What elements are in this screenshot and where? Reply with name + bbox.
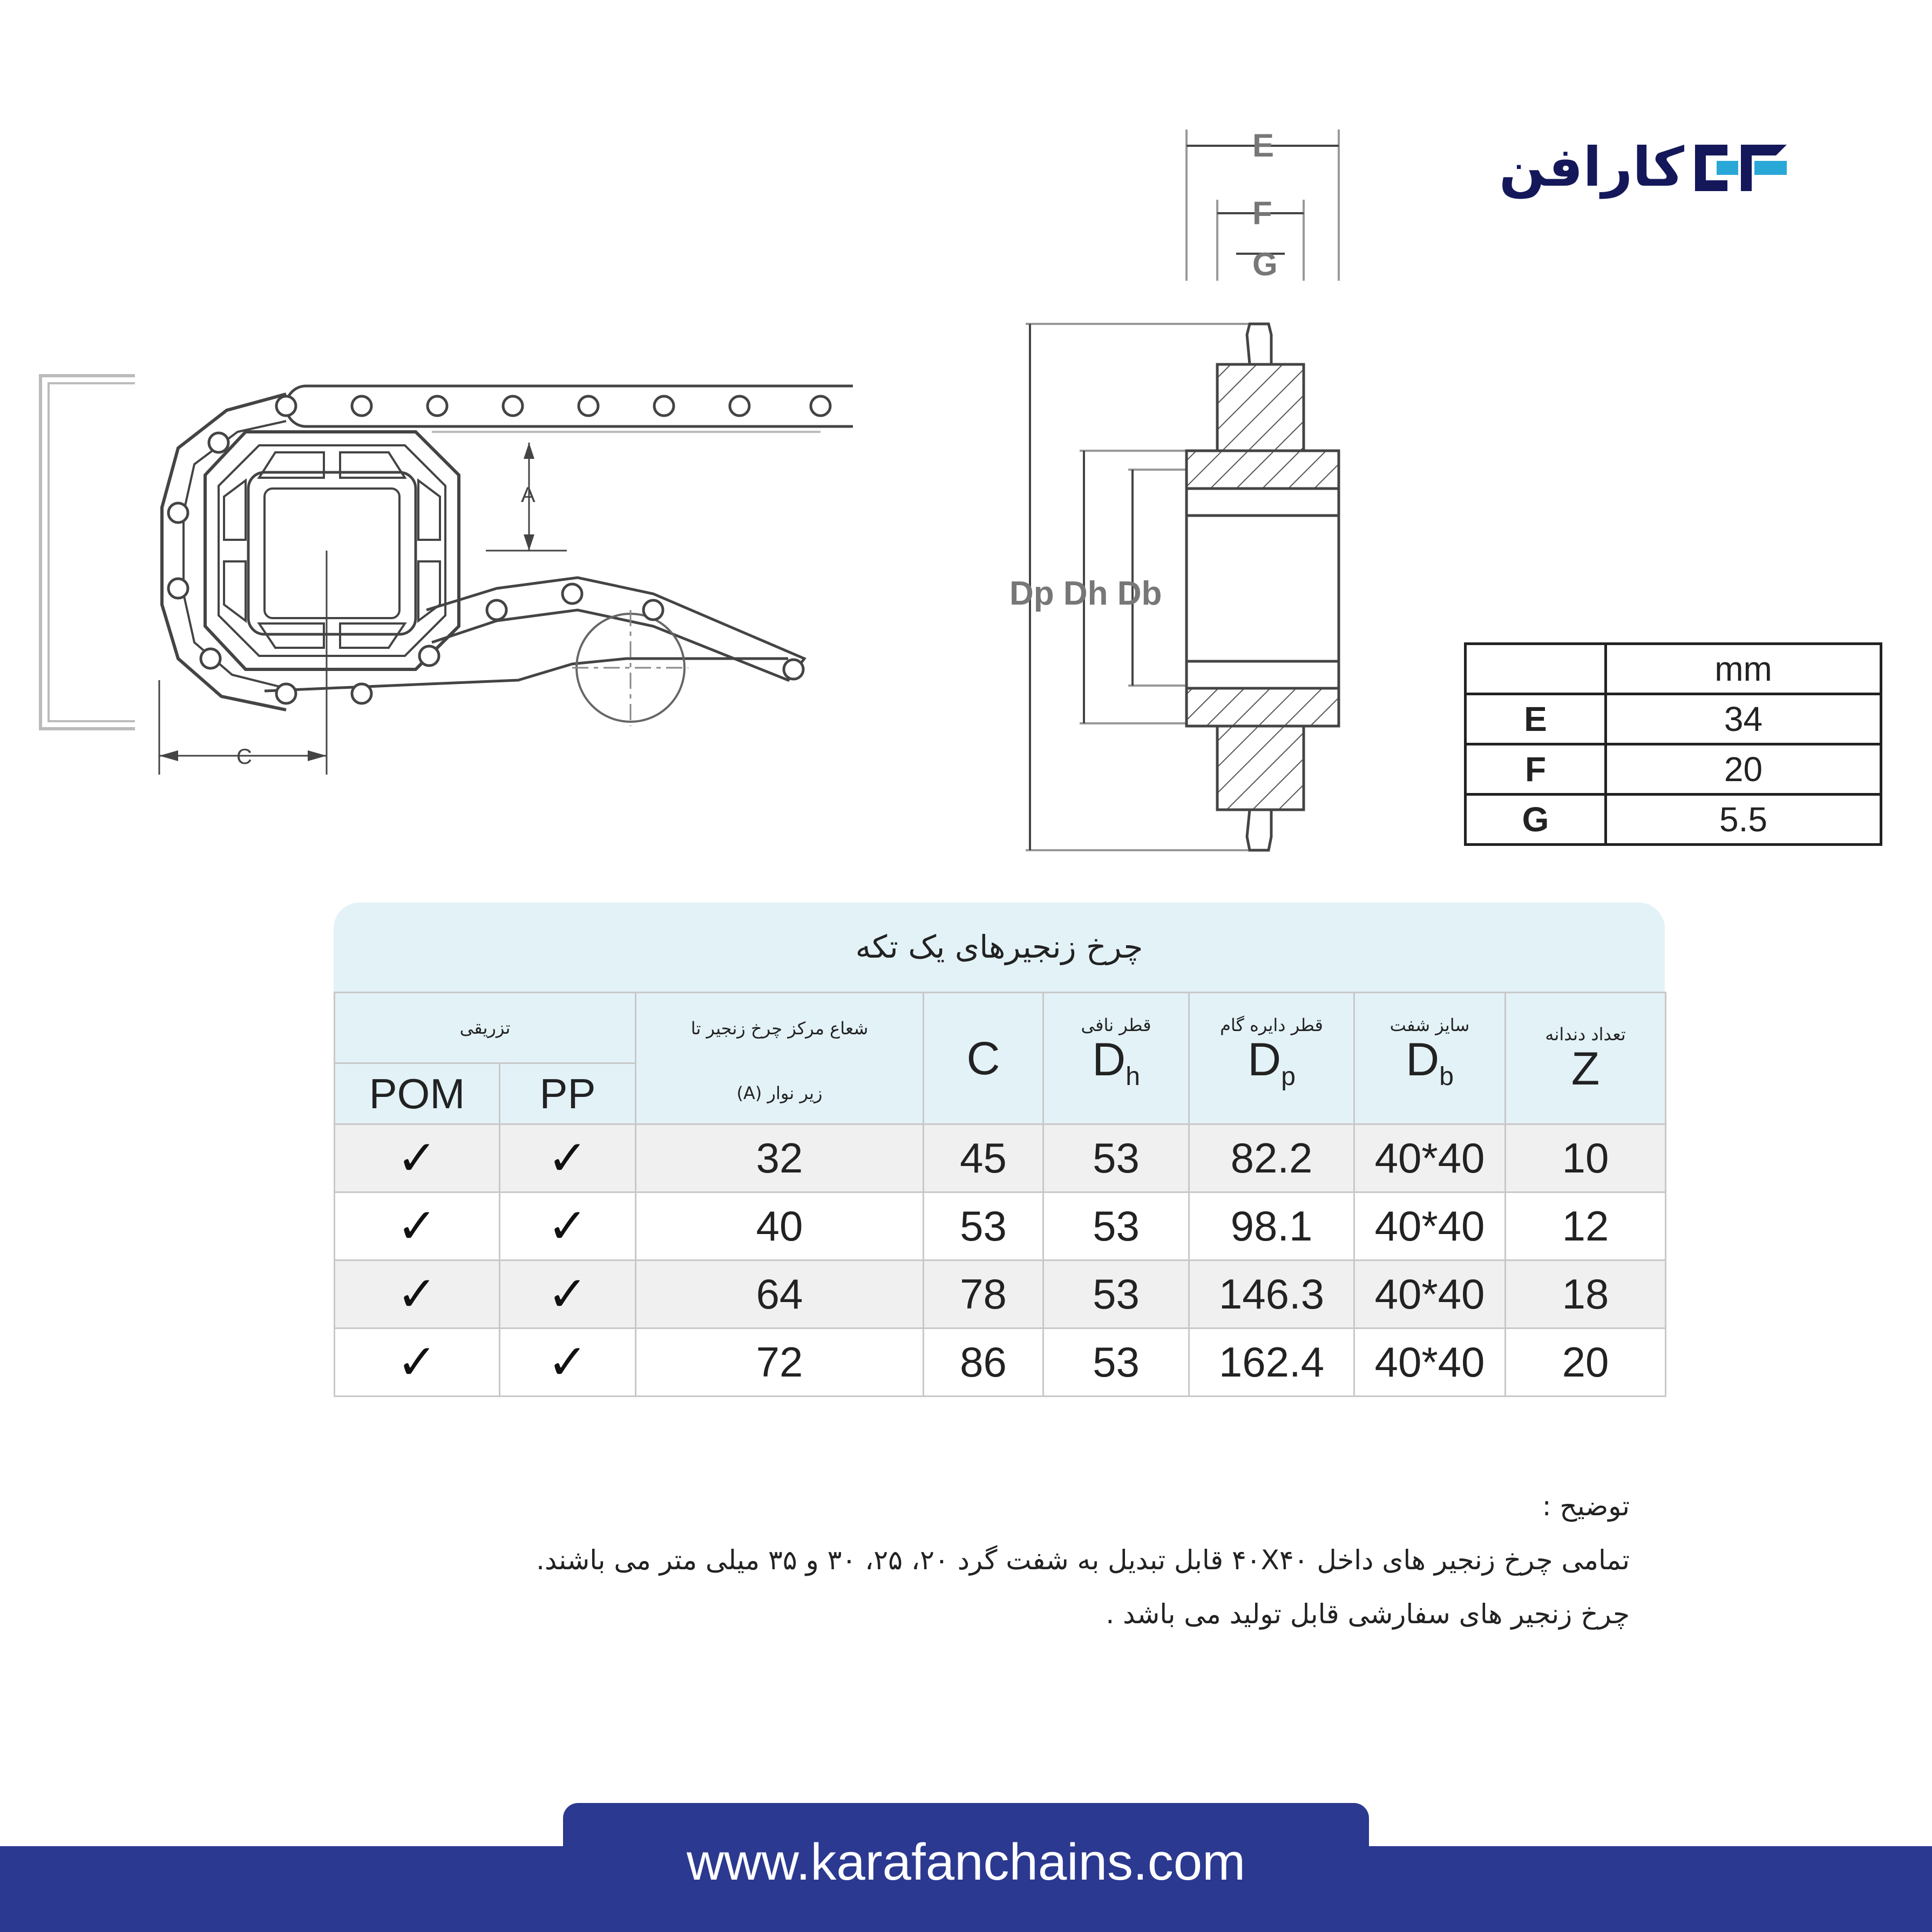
header-dh [1043,993,1189,1124]
header-dp-symbol: $D_p$ [1248,1034,1296,1092]
unit-header: mm [1606,644,1881,694]
cell-z: 10 [1506,1124,1666,1192]
dimensions-table [1464,642,1882,846]
table-row [1466,744,1881,795]
cell-c: 86 [924,1328,1043,1397]
pp-check-icon: ✓ [500,1328,636,1397]
cell-a: 64 [636,1260,924,1328]
cell-c: 53 [924,1192,1043,1260]
header-dh-label: قطر نافی [1081,1015,1151,1036]
cell-dh: 53 [1043,1328,1189,1397]
cell-dp: 146.3 [1189,1260,1354,1328]
header-material [335,993,636,1063]
header-a-line1: شعاع مرکز چرخ زنجیر تا [690,1018,869,1039]
table-row [335,1124,1666,1192]
dim-label-c: C [236,745,252,769]
dim-value: 34 [1606,694,1881,744]
notes-line: چرخ زنجیر های سفارشی قابل تولید می باشد . [1106,1598,1630,1630]
spec-card [334,903,1665,1397]
brand-name: کارافن [1499,135,1684,199]
dim-label-a: A [521,483,535,507]
cell-a: 32 [636,1124,924,1192]
header-pom-label: POM [369,1069,465,1117]
header-pp [500,1063,636,1124]
cell-c: 78 [924,1260,1043,1328]
notes-line: تمامی چرخ زنجیر های داخل ۴۰X۴۰ قابل تبدیل به شفت گرد ۲۰، ۲۵، ۳۰ و ۳۵ میلی متر می باشند. [536,1544,1630,1576]
header-material-label: تزریقی [459,1018,511,1038]
cell-db: 40*40 [1354,1192,1506,1260]
header-db [1354,993,1506,1124]
dim-label-e: E [1252,127,1275,164]
cell-dp: 162.4 [1189,1328,1354,1397]
pom-check-icon: ✓ [335,1260,500,1328]
cell-db: 40*40 [1354,1124,1506,1192]
header-a-line2: زیر نوار (A) [736,1083,823,1104]
pom-check-icon: ✓ [335,1124,500,1192]
cell-dp: 82.2 [1189,1124,1354,1192]
header-z-label: تعداد دندانه [1545,1023,1626,1045]
header-pp-label: PP [539,1069,596,1117]
brand-logo [1468,135,1787,200]
dim-key: G [1466,795,1606,845]
dim-label-g: G [1252,246,1278,282]
website-link[interactable]: www.karafanchains.com [686,1833,1246,1891]
pp-check-icon: ✓ [500,1124,636,1192]
dim-value: 5.5 [1606,795,1881,845]
spec-table-title: چرخ زنجیرهای یک تکه [334,903,1665,992]
header-db-symbol: $D_b$ [1406,1034,1454,1092]
chain-sprocket-drawing [32,356,853,788]
cell-z: 18 [1506,1260,1666,1328]
cell-z: 12 [1506,1192,1666,1260]
footer-bar [0,1833,1932,1932]
cell-dh: 53 [1043,1192,1189,1260]
header-dp-label: قطر دایره گام [1220,1015,1323,1036]
table-row [1466,795,1881,845]
table-row [1466,694,1881,744]
table-cell [1466,644,1606,694]
cell-dp: 98.1 [1189,1192,1354,1260]
header-dh-symbol: $D_h$ [1092,1034,1140,1092]
header-a-top [636,993,924,1063]
header-z [1506,993,1666,1124]
cell-a: 72 [636,1328,924,1397]
header-c [924,993,1043,1124]
notes-heading: توضیح : [1542,1490,1630,1522]
cell-c: 45 [924,1124,1043,1192]
dim-label-f: F [1252,195,1272,231]
cell-z: 20 [1506,1328,1666,1397]
header-dp [1189,993,1354,1124]
dim-value: 20 [1606,744,1881,795]
spec-table [334,992,1666,1397]
header-c-symbol: C [966,1032,1000,1084]
cell-dh: 53 [1043,1260,1189,1328]
cell-a: 40 [636,1192,924,1260]
sprocket-section-drawing [982,119,1371,864]
dim-key: E [1466,694,1606,744]
cell-db: 40*40 [1354,1260,1506,1328]
table-header-row [335,993,1666,1063]
table-row [1466,644,1881,694]
pom-check-icon: ✓ [335,1192,500,1260]
dim-key: F [1466,744,1606,795]
logo-mark-icon [1695,145,1787,191]
notes [442,1479,1630,1641]
cell-db: 40*40 [1354,1328,1506,1397]
dim-label-dp-dh-db: Dp Dh Db [1009,575,1162,612]
pp-check-icon: ✓ [500,1192,636,1260]
header-a-bottom [636,1063,924,1124]
header-db-label: سایز شفت [1389,1015,1470,1036]
pom-check-icon: ✓ [335,1328,500,1397]
pp-check-icon: ✓ [500,1260,636,1328]
table-row [335,1260,1666,1328]
header-z-symbol: Z [1571,1042,1600,1095]
table-row [335,1192,1666,1260]
cell-dh: 53 [1043,1124,1189,1192]
table-row [335,1328,1666,1397]
header-pom [335,1063,500,1124]
